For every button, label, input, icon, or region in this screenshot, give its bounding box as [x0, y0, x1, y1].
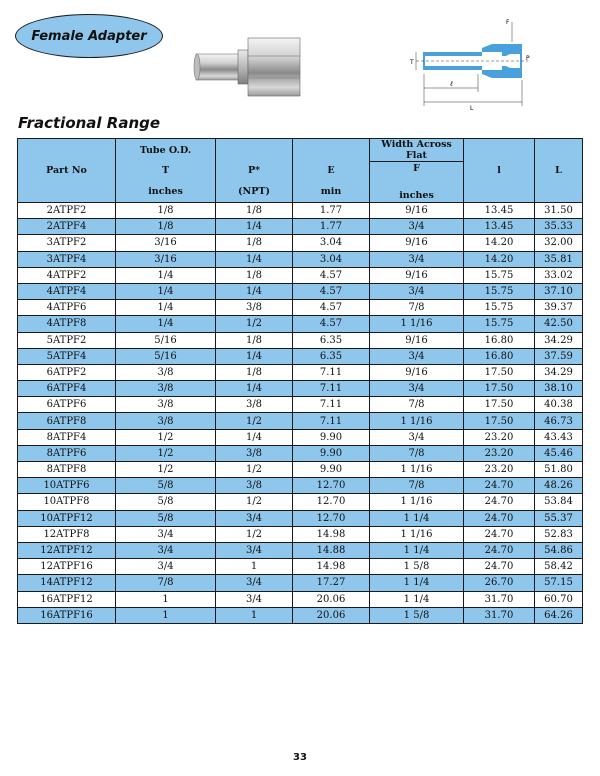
cell-l-big: 42.50 — [535, 316, 583, 332]
header-tube-t: T — [161, 165, 170, 176]
header-width-across-flat: Width Across Flat — [370, 139, 464, 162]
cell-tube-od: 5/16 — [116, 332, 216, 348]
cell-npt: 1/8 — [216, 364, 293, 380]
cell-part-no: 3ATPF2 — [18, 235, 116, 251]
cell-tube-od: 7/8 — [116, 575, 216, 591]
cell-l-small: 15.75 — [464, 316, 535, 332]
table-row — [18, 526, 583, 542]
cell-tube-od: 1/4 — [116, 300, 216, 316]
cell-l-small: 23.20 — [464, 429, 535, 445]
cell-l-big: 57.15 — [535, 575, 583, 591]
cell-part-no: 6ATPF8 — [18, 413, 116, 429]
cell-l-big: 34.29 — [535, 332, 583, 348]
header-l-big: L — [535, 139, 583, 203]
cell-e-min: 20.06 — [293, 607, 370, 623]
cell-width-across-flat: 7/8 — [370, 478, 464, 494]
cell-width-across-flat: 1 1/16 — [370, 413, 464, 429]
cell-tube-od: 3/4 — [116, 526, 216, 542]
cell-e-min: 14.98 — [293, 559, 370, 575]
table-row — [18, 203, 583, 219]
cell-l-big: 33.02 — [535, 267, 583, 283]
cell-tube-od: 5/8 — [116, 478, 216, 494]
table-row — [18, 607, 583, 623]
cell-e-min: 7.11 — [293, 397, 370, 413]
header-part-no: Part No — [18, 139, 116, 203]
cell-tube-od: 3/8 — [116, 397, 216, 413]
cell-part-no: 8ATPF8 — [18, 462, 116, 478]
cell-e-min: 4.57 — [293, 316, 370, 332]
cell-l-big: 38.10 — [535, 381, 583, 397]
cell-npt: 1/4 — [216, 251, 293, 267]
cell-l-big: 55.37 — [535, 510, 583, 526]
cell-tube-od: 1/2 — [116, 462, 216, 478]
cell-e-min: 7.11 — [293, 413, 370, 429]
cell-e-min: 14.98 — [293, 526, 370, 542]
cell-l-big: 60.70 — [535, 591, 583, 607]
cell-npt: 1 — [216, 607, 293, 623]
cell-l-big: 54.86 — [535, 542, 583, 558]
cell-width-across-flat: 3/4 — [370, 219, 464, 235]
cell-l-small: 16.80 — [464, 332, 535, 348]
header-e-unit: min — [320, 185, 342, 197]
cell-part-no: 6ATPF2 — [18, 364, 116, 380]
cell-width-across-flat: 7/8 — [370, 445, 464, 461]
cell-l-small: 24.70 — [464, 542, 535, 558]
table-row — [18, 332, 583, 348]
cell-npt: 3/4 — [216, 510, 293, 526]
cell-l-big: 39.37 — [535, 300, 583, 316]
cell-tube-od: 1/8 — [116, 203, 216, 219]
header-f-unit: inches — [399, 190, 434, 201]
cell-width-across-flat: 1 5/8 — [370, 607, 464, 623]
cell-npt: 3/8 — [216, 445, 293, 461]
cell-tube-od: 1/4 — [116, 267, 216, 283]
cell-tube-od: 3/8 — [116, 381, 216, 397]
cell-width-across-flat: 9/16 — [370, 203, 464, 219]
cell-npt: 1/8 — [216, 203, 293, 219]
cell-part-no: 4ATPF2 — [18, 267, 116, 283]
cell-l-big: 51.80 — [535, 462, 583, 478]
cell-width-across-flat: 1 1/16 — [370, 462, 464, 478]
cell-width-across-flat: 1 1/16 — [370, 526, 464, 542]
diagram-label-l-small: ℓ — [450, 80, 453, 88]
cell-part-no: 8ATPF6 — [18, 445, 116, 461]
cell-width-across-flat: 7/8 — [370, 397, 464, 413]
cell-width-across-flat: 3/4 — [370, 381, 464, 397]
cell-l-small: 24.70 — [464, 478, 535, 494]
cell-l-big: 37.59 — [535, 348, 583, 364]
cell-l-small: 15.75 — [464, 283, 535, 299]
cell-npt: 1/2 — [216, 494, 293, 510]
header-e — [293, 139, 370, 203]
cell-npt: 1/2 — [216, 526, 293, 542]
cell-tube-od: 1/4 — [116, 316, 216, 332]
cell-npt: 3/4 — [216, 575, 293, 591]
cell-e-min: 9.90 — [293, 429, 370, 445]
table-row — [18, 510, 583, 526]
cell-l-small: 17.50 — [464, 364, 535, 380]
cell-l-small: 15.75 — [464, 267, 535, 283]
cell-l-big: 37.10 — [535, 283, 583, 299]
cell-l-small: 24.70 — [464, 526, 535, 542]
table-row — [18, 445, 583, 461]
section-title: Fractional Range — [18, 114, 161, 132]
product-title: Female Adapter — [31, 28, 147, 44]
cell-e-min: 6.35 — [293, 348, 370, 364]
cell-e-min: 4.57 — [293, 283, 370, 299]
cell-npt: 1/4 — [216, 283, 293, 299]
cell-tube-od: 3/16 — [116, 251, 216, 267]
dimensions-table — [17, 138, 583, 624]
cross-section-diagram — [402, 14, 532, 114]
cell-l-big: 32.00 — [535, 235, 583, 251]
cell-npt: 1/8 — [216, 332, 293, 348]
cell-l-small: 13.45 — [464, 219, 535, 235]
table-row — [18, 559, 583, 575]
cell-e-min: 6.35 — [293, 332, 370, 348]
diagram-label-p: P — [526, 55, 530, 62]
header-tube-od — [116, 139, 216, 203]
cell-width-across-flat: 9/16 — [370, 267, 464, 283]
cell-e-min: 9.90 — [293, 462, 370, 478]
table-row — [18, 316, 583, 332]
cell-e-min: 12.70 — [293, 510, 370, 526]
cell-tube-od: 5/8 — [116, 510, 216, 526]
cell-npt: 1/4 — [216, 348, 293, 364]
header-l-small: l — [464, 139, 535, 203]
cell-l-small: 14.20 — [464, 235, 535, 251]
cell-part-no: 5ATPF4 — [18, 348, 116, 364]
cell-l-small: 16.80 — [464, 348, 535, 364]
table-row — [18, 381, 583, 397]
cell-l-small: 15.75 — [464, 300, 535, 316]
cell-l-small: 24.70 — [464, 510, 535, 526]
table-row — [18, 348, 583, 364]
table-row — [18, 591, 583, 607]
cell-width-across-flat: 9/16 — [370, 235, 464, 251]
cell-e-min: 3.04 — [293, 251, 370, 267]
header-p-unit: (NPT) — [238, 185, 270, 197]
cell-width-across-flat: 1 1/16 — [370, 494, 464, 510]
cell-l-big: 40.38 — [535, 397, 583, 413]
cell-e-min: 7.11 — [293, 364, 370, 380]
cell-l-big: 43.43 — [535, 429, 583, 445]
cell-width-across-flat: 1 1/4 — [370, 542, 464, 558]
cell-part-no: 5ATPF2 — [18, 332, 116, 348]
cell-width-across-flat: 3/4 — [370, 251, 464, 267]
cell-e-min: 4.57 — [293, 267, 370, 283]
cell-l-small: 17.50 — [464, 413, 535, 429]
table-row — [18, 364, 583, 380]
cell-part-no: 4ATPF6 — [18, 300, 116, 316]
cell-width-across-flat: 1 5/8 — [370, 559, 464, 575]
table-row — [18, 462, 583, 478]
cell-npt: 1 — [216, 559, 293, 575]
cell-npt: 1/2 — [216, 316, 293, 332]
header-tube-unit: inches — [148, 185, 183, 197]
diagram-label-l-big: L — [470, 105, 474, 112]
cell-tube-od: 1/4 — [116, 283, 216, 299]
cell-part-no: 16ATPF16 — [18, 607, 116, 623]
cell-l-small: 13.45 — [464, 203, 535, 219]
cell-width-across-flat: 1 1/16 — [370, 316, 464, 332]
cell-l-big: 31.50 — [535, 203, 583, 219]
cell-e-min: 9.90 — [293, 445, 370, 461]
cell-l-big: 48.26 — [535, 478, 583, 494]
table-row — [18, 219, 583, 235]
product-photo — [192, 32, 304, 102]
cell-tube-od: 1 — [116, 591, 216, 607]
table-row — [18, 478, 583, 494]
cell-npt: 3/8 — [216, 478, 293, 494]
diagram-label-f: F — [506, 19, 510, 26]
table-row — [18, 575, 583, 591]
cell-width-across-flat: 3/4 — [370, 429, 464, 445]
cell-l-small: 24.70 — [464, 559, 535, 575]
cell-l-small: 26.70 — [464, 575, 535, 591]
cell-e-min: 12.70 — [293, 494, 370, 510]
cell-tube-od: 1/2 — [116, 429, 216, 445]
cell-part-no: 2ATPF2 — [18, 203, 116, 219]
table-row — [18, 542, 583, 558]
cell-part-no: 2ATPF4 — [18, 219, 116, 235]
cell-e-min: 12.70 — [293, 478, 370, 494]
diagram-label-t: T — [410, 59, 414, 66]
cell-part-no: 12ATPF16 — [18, 559, 116, 575]
cell-l-small: 31.70 — [464, 607, 535, 623]
cell-e-min: 14.88 — [293, 542, 370, 558]
cell-l-big: 46.73 — [535, 413, 583, 429]
cell-l-big: 45.46 — [535, 445, 583, 461]
cell-part-no: 16ATPF12 — [18, 591, 116, 607]
cell-l-small: 23.20 — [464, 445, 535, 461]
cell-npt: 1/4 — [216, 381, 293, 397]
cell-l-small: 23.20 — [464, 462, 535, 478]
header-tube-od-label: Tube O.D. — [139, 144, 192, 156]
cell-npt: 1/2 — [216, 462, 293, 478]
header-p — [216, 139, 293, 203]
table-row — [18, 397, 583, 413]
cell-l-big: 52.83 — [535, 526, 583, 542]
cell-tube-od: 3/4 — [116, 542, 216, 558]
cell-part-no: 3ATPF4 — [18, 251, 116, 267]
header-f — [370, 162, 464, 203]
cell-l-big: 64.26 — [535, 607, 583, 623]
cell-part-no: 6ATPF6 — [18, 397, 116, 413]
cell-tube-od: 3/8 — [116, 413, 216, 429]
table-row — [18, 283, 583, 299]
page-number: 33 — [293, 752, 307, 763]
cell-l-small: 17.50 — [464, 397, 535, 413]
table-row — [18, 267, 583, 283]
cell-l-small: 14.20 — [464, 251, 535, 267]
cell-part-no: 6ATPF4 — [18, 381, 116, 397]
cell-part-no: 12ATPF12 — [18, 542, 116, 558]
cell-part-no: 10ATPF8 — [18, 494, 116, 510]
cell-tube-od: 1/2 — [116, 445, 216, 461]
cell-tube-od: 1 — [116, 607, 216, 623]
product-title-badge — [15, 14, 163, 58]
cell-part-no: 10ATPF12 — [18, 510, 116, 526]
cell-npt: 3/4 — [216, 542, 293, 558]
cell-width-across-flat: 9/16 — [370, 364, 464, 380]
table-row — [18, 251, 583, 267]
cell-part-no: 12ATPF8 — [18, 526, 116, 542]
cell-tube-od: 3/16 — [116, 235, 216, 251]
cell-part-no: 4ATPF8 — [18, 316, 116, 332]
cell-l-big: 35.33 — [535, 219, 583, 235]
cell-width-across-flat: 3/4 — [370, 283, 464, 299]
cell-l-small: 17.50 — [464, 381, 535, 397]
cell-tube-od: 1/8 — [116, 219, 216, 235]
cell-l-big: 58.42 — [535, 559, 583, 575]
cell-e-min: 7.11 — [293, 381, 370, 397]
cell-e-min: 3.04 — [293, 235, 370, 251]
cell-e-min: 1.77 — [293, 203, 370, 219]
table-row — [18, 235, 583, 251]
cell-part-no: 14ATPF12 — [18, 575, 116, 591]
cell-npt: 1/4 — [216, 429, 293, 445]
cell-l-small: 31.70 — [464, 591, 535, 607]
cell-l-small: 24.70 — [464, 494, 535, 510]
header-p-label: P* — [247, 165, 261, 176]
cell-l-big: 53.84 — [535, 494, 583, 510]
cell-e-min: 20.06 — [293, 591, 370, 607]
cell-width-across-flat: 1 1/4 — [370, 591, 464, 607]
cell-e-min: 4.57 — [293, 300, 370, 316]
cell-npt: 1/8 — [216, 235, 293, 251]
cell-tube-od: 3/4 — [116, 559, 216, 575]
cell-e-min: 17.27 — [293, 575, 370, 591]
cell-width-across-flat: 3/4 — [370, 348, 464, 364]
cell-npt: 1/8 — [216, 267, 293, 283]
cell-tube-od: 5/16 — [116, 348, 216, 364]
header-e-label: E — [327, 165, 335, 176]
cell-width-across-flat: 7/8 — [370, 300, 464, 316]
cell-npt: 1/2 — [216, 413, 293, 429]
cell-part-no: 10ATPF6 — [18, 478, 116, 494]
table-row — [18, 429, 583, 445]
cell-npt: 3/8 — [216, 397, 293, 413]
header-f-label: F — [413, 163, 420, 174]
cell-l-big: 35.81 — [535, 251, 583, 267]
cell-npt: 3/8 — [216, 300, 293, 316]
cell-l-big: 34.29 — [535, 364, 583, 380]
table-row — [18, 413, 583, 429]
cell-npt: 1/4 — [216, 219, 293, 235]
table-row — [18, 494, 583, 510]
cell-tube-od: 3/8 — [116, 364, 216, 380]
cell-width-across-flat: 1 1/4 — [370, 510, 464, 526]
table-row — [18, 300, 583, 316]
cell-width-across-flat: 9/16 — [370, 332, 464, 348]
cell-npt: 3/4 — [216, 591, 293, 607]
cell-part-no: 4ATPF4 — [18, 283, 116, 299]
cell-tube-od: 5/8 — [116, 494, 216, 510]
cell-e-min: 1.77 — [293, 219, 370, 235]
cell-width-across-flat: 1 1/4 — [370, 575, 464, 591]
cell-part-no: 8ATPF4 — [18, 429, 116, 445]
